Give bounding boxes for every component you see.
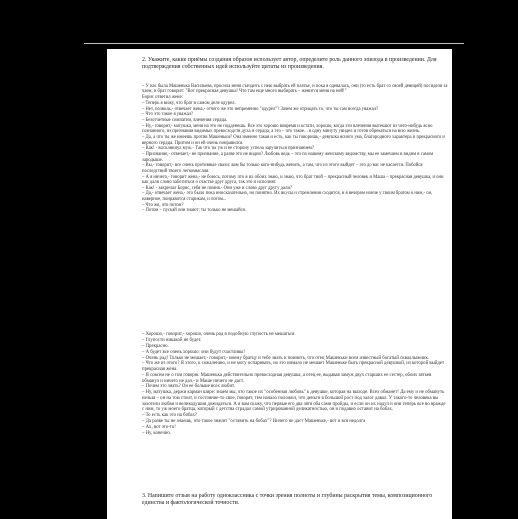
- dialogue-line: – Ну,- говорит,- матушка, меня на это не подденешь. Все это хорошо вовремя и кстати, хорошо, когда эти влечения вытекают из чего-нибудь ясно сознанного, из признания видимых превосходств духа и сердца, а это – что такое... в одну минуту увидел и готов обрекаться на всю жизнь.: [142, 123, 433, 135]
- dialogue-line: – Признание,- отвечает,- не признание, а разве это не видно? Любовь ведь – это по нашему женскому ведомству, мы ее замечаем и видим в самом зародыше.: [142, 152, 434, 163]
- dialogue-line: – Нет, позволь,- отвечает жена,- отчего же это непременно "одурел"? Зачем же отрицать то, что ты сам всегда уважал?: [142, 106, 379, 112]
- dialogue-line: – Ну, конечно.: [142, 430, 172, 436]
- dialogue-line: – Как! - закричал Борис, себя не помня.- Они уже и слово друг другу дали?: [142, 185, 293, 191]
- dialogue-line: – Безотчетные симпатии, влечения сердца.: [142, 118, 228, 124]
- dialogue-line: – Я совсем не о том говорю. Машенька действительно превосходная девушка, а отец ее, выдавая замуж двух старших ее сестер, обоих зятьев обманул и ничего не дал,- и Маше ничего не даст.: [142, 372, 432, 384]
- dialogue-line: – Потом – пускай они знают; ты только не мешайся.: [142, 208, 246, 214]
- dialogue-line: – Теперь я вижу, что брат в самом деле одурел.: [142, 100, 236, 106]
- dialogue-line: – Да, а что ты же имеешь против Машеньки? Она именно такая и есть, как ты говоришь,- девушка ясного ума, благородного характера и прекрасного и верного сердца. Притом и он ей очень понравился.: [142, 135, 445, 146]
- dialogue-line: – Вы,- говорит,- все очень противные свахи: вам бы только кого-нибудь женить, а там, что из этого выйдет – это до вас не касается. Побойся последствий твоего легкомыслия.: [142, 163, 423, 174]
- question-2-text: 2. Укажите, какие приёмы создания образов использует автор, определите роль данного эпизода в произведении. Для подтверждения собственных идей используйте цитаты из произведения.: [142, 57, 437, 70]
- dialogue-line: – А я ничего,- говорит жена,- не боюсь, потому что я их обоих знаю, и знаю, что брат твой – прекрасный человек и Маша – прекрасная девушка, и они как дали слово заботиться о счастье друг друга, так это и исполнят.: [142, 174, 444, 185]
- dialogue-line: – Да разве ты не знаешь, что такое значит "оставить на бобах"? Ничего не даст Машеньке,- вот и вся недолга: [142, 418, 366, 424]
- question-3-text: 3. Напишите отзыв на работу одноклассника с точки зрения полноты и глубины раскрытия темы, композиционного единства и фактологической точности.: [142, 493, 433, 506]
- dialogue-line: – Ну, матушка, держи карман шире: знаем мы, что такое их "особенная любовь" к девушке, которая на выходе. Всех обманет! Да ему и не обмануть нельзя – он на том стоит, и состояние-то свое, говорят, тем начало положил, что деньги в большой рост под залог давал. У такого-то человека вы захотели любви и великодушия дожидаться. А я вам скажу, что первые его два зятя оба сами пройды, и если он их надул и они теперь все во вражде с ним, то уж моего братца, который с детства страдал самой утрированной деликатностью, он и подавно оставит на бобах.: [142, 390, 446, 413]
- question-2: [142, 57, 448, 72]
- dialogue-line: – Что же из этого? Я этого, к сожалению, и не могу оспаривать, но это нимало не мешает Машеньке быть прекрасной девушкой, из которой выйдет прекрасная жена.: [142, 361, 445, 373]
- dialogue-line: – Хорошо,- говорит,- хорошо, очень рад в подобную глупость не мешаться.: [142, 332, 296, 337]
- dialogue-part-1: [142, 84, 448, 214]
- dialogue-line: – То есть как это на бобах?: [142, 412, 198, 418]
- dialogue-line: – Прекрасно.: [142, 343, 169, 349]
- dialogue-line: – Глупости никакой не будет.: [142, 337, 202, 343]
- dialogue-line: – Очень рад! Только не мешает,- говорит,- моему братцу и тебе знать и помнить, что отец Машеньки всем известный богатый скваллыжник.: [142, 355, 429, 361]
- dialogue-line: – Да,- отвечает жена,- это было пока иносказательно, но понятно. Их вкусы и стремления сходятся, и я вечером нонче у твоим братом к ним,- он, наверное, понравится старикам, и потом...: [142, 191, 433, 202]
- dialogue-line: – Что же, что потом?: [142, 202, 184, 208]
- document-page: [107, 49, 452, 519]
- question-3: [142, 493, 448, 508]
- dialogue-line: – Почем это знать? Он ее больше всех любит.: [142, 384, 235, 390]
- top-rule: [84, 43, 464, 44]
- dialogue-line: Борис ответил жене:: [142, 95, 183, 101]
- dialogue-line: – Как! - воскликнул муж.- Так что ты уж и ее сторону успела заручиться признанием?: [142, 146, 314, 152]
- dialogue-line: – А будет все очень хорошо: они будут счастливы!: [142, 349, 245, 355]
- dialogue-part-2: [142, 332, 448, 437]
- dialogue-line: – Ах, вот это-то!: [142, 424, 176, 430]
- dialogue-line: – У нас была Машенька Васильева, просила меня съездить с нею выбрать ей платье, и пока я одевалась, они (то есть брат со своей девицей) посидели за чаем, и брат говорит: "Вот прекрасная девушка! Что там еще много выбирать – женится меня на ней!": [142, 84, 448, 95]
- dialogue-line: – Что это такое я уважал?: [142, 112, 194, 118]
